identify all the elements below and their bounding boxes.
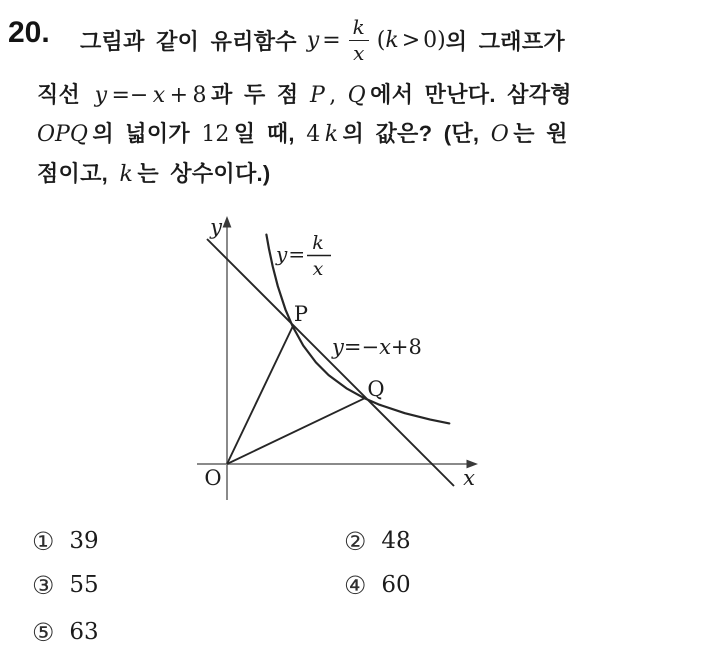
math-paren-close: ) xyxy=(437,27,446,53)
segment-o-to-p xyxy=(227,327,293,465)
text-segment: 그림과 같이 유리함수 xyxy=(80,28,297,54)
option-4 xyxy=(344,573,411,598)
text-segment: 는 원 xyxy=(513,121,568,146)
option-2 xyxy=(344,529,411,554)
line-label-eq-minus: =− xyxy=(343,335,380,359)
math-paren-open: ( xyxy=(376,27,386,53)
fraction-numerator: k xyxy=(349,17,369,41)
text-segment: 는 상수이다.) xyxy=(137,161,271,186)
math-k: k xyxy=(385,27,399,53)
text-segment: 에서 만난다. 삼각형 xyxy=(370,82,572,107)
math-point-q: Q xyxy=(347,83,366,108)
line-y-equals-minus-x-plus-8 xyxy=(207,239,454,486)
statement-line-3 xyxy=(37,117,568,148)
circled-number-3: ③ xyxy=(32,571,55,600)
circled-number-4: ④ xyxy=(344,571,367,600)
math-y: y xyxy=(94,83,107,108)
curve-label-y: y xyxy=(276,242,288,266)
math-eight: 8 xyxy=(192,83,207,108)
curve-equation-label xyxy=(275,232,331,280)
math-k: k xyxy=(119,162,133,187)
option-2-value: 48 xyxy=(381,528,411,554)
math-equals-minus: =− xyxy=(111,83,149,108)
text-segment: 의 넓이가 xyxy=(92,121,190,146)
x-axis-label: x xyxy=(463,466,475,490)
question-number: 20. xyxy=(8,16,50,49)
circled-number-5: ⑤ xyxy=(32,618,55,647)
function-graph-figure xyxy=(170,208,505,518)
y-axis-label: y xyxy=(210,215,222,239)
math-plus: + xyxy=(169,83,189,108)
math-origin-o: O xyxy=(490,122,509,147)
circled-number-2: ② xyxy=(344,527,367,556)
math-k: k xyxy=(324,122,339,147)
line-label-plus8: +8 xyxy=(390,335,422,359)
fraction-denominator: x xyxy=(353,40,365,65)
text-segment: 점이고, xyxy=(37,161,109,186)
option-4-value: 60 xyxy=(381,572,411,598)
line-label-y: y xyxy=(332,335,344,359)
segment-o-to-q xyxy=(227,398,365,464)
text-segment: 일 때, xyxy=(233,121,295,146)
text-segment: 과 두 점 xyxy=(211,82,299,107)
math-x: x xyxy=(152,83,166,108)
graph-svg xyxy=(170,208,505,518)
math-fraction-k-over-x xyxy=(349,14,369,65)
point-q-label: Q xyxy=(367,377,385,401)
line-label-x: x xyxy=(379,335,391,359)
option-1-value: 39 xyxy=(69,528,99,554)
statement-line-4 xyxy=(37,157,271,188)
math-equals: = xyxy=(322,27,341,53)
y-axis-arrow-icon xyxy=(223,216,232,228)
option-3-value: 55 xyxy=(69,572,99,598)
math-twelve: 12 xyxy=(201,122,230,147)
circled-number-1: ① xyxy=(32,527,55,556)
option-5-value: 63 xyxy=(69,619,99,645)
curve-label-denominator: x xyxy=(312,258,324,280)
statement-line-2 xyxy=(37,78,572,109)
statement-line-1 xyxy=(80,12,565,68)
math-y: y xyxy=(306,27,320,53)
svg-text:y= xyxy=(275,242,305,266)
math-greater-than: > xyxy=(401,27,421,53)
curve-label-eq: = xyxy=(288,242,306,266)
option-3 xyxy=(32,573,99,598)
curve-label-numerator: k xyxy=(312,232,324,254)
option-5 xyxy=(32,620,99,645)
math-zero: 0 xyxy=(423,27,438,53)
option-1 xyxy=(32,529,99,554)
math-comma: , xyxy=(329,83,337,108)
point-p-label: P xyxy=(293,302,309,326)
text-segment: 의 그래프가 xyxy=(445,28,565,54)
math-point-p: P xyxy=(309,83,325,108)
origin-label: O xyxy=(204,466,222,490)
line-equation-label xyxy=(331,335,422,359)
text-segment: 의 값은? (단, xyxy=(342,121,480,146)
math-four: 4 xyxy=(306,122,321,147)
math-triangle-opq: OPQ xyxy=(37,122,88,147)
text-segment: 직선 xyxy=(37,82,81,107)
